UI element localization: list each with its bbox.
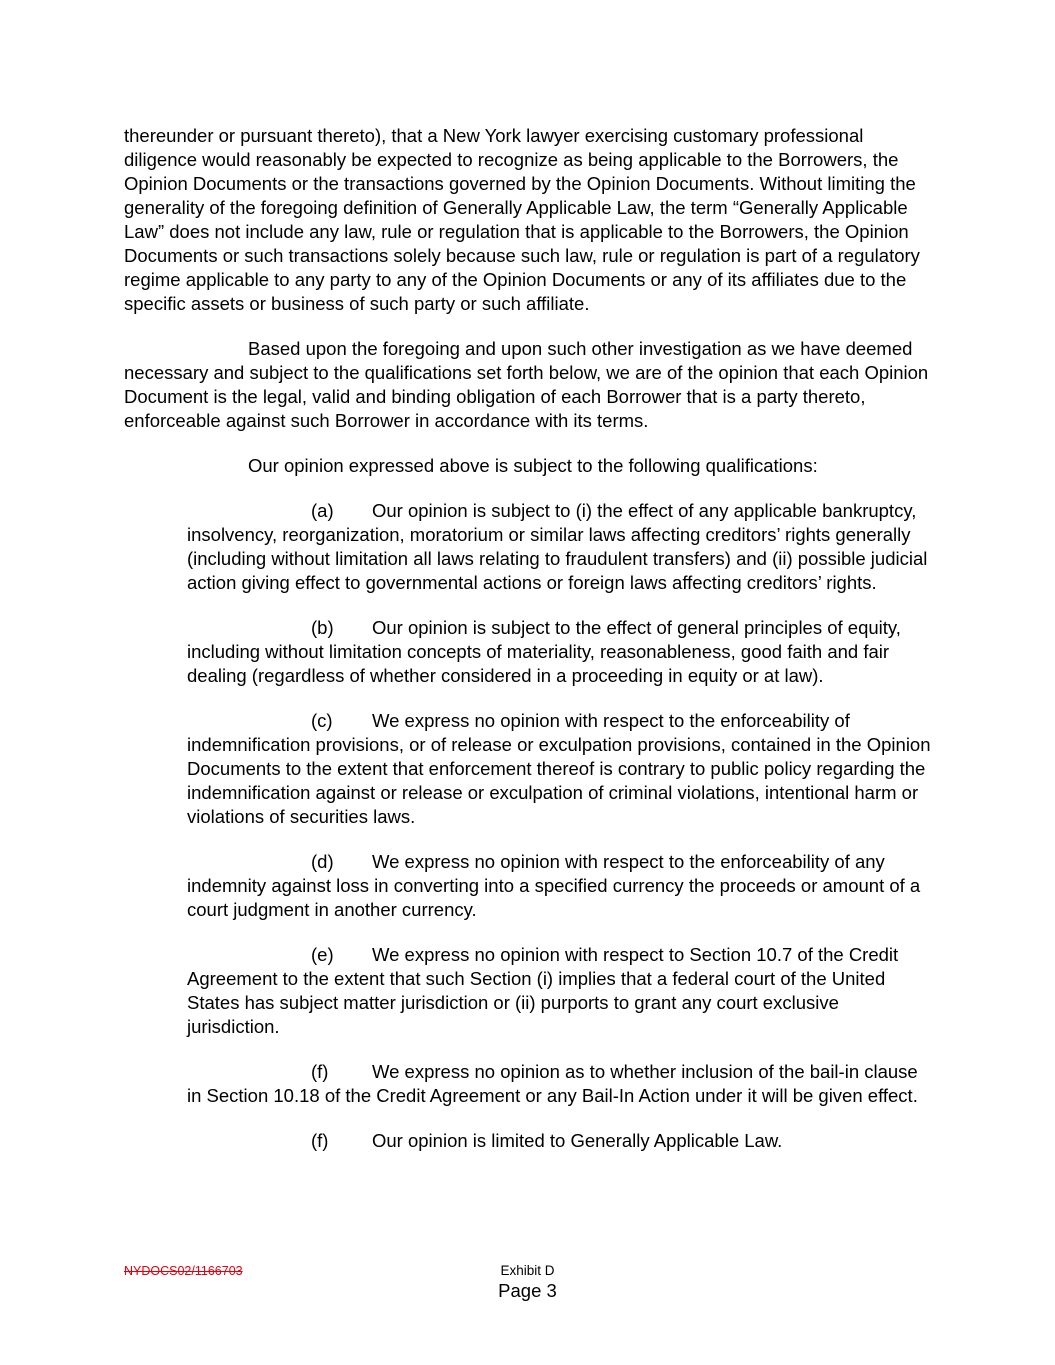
qualification-label: (e) xyxy=(311,944,334,965)
qualification-f-bail-in xyxy=(187,1060,934,1108)
qualification-text: Our opinion is subject to (i) the effect of any applicable bankruptcy, insolvency, reorganization, moratorium or similar laws affecting creditors’ rights generally (including without limitation all laws relating to fraudulent transfers) and (ii) possible judicial action giving effect to governmental actions or foreign laws affecting creditors’ rights. xyxy=(187,500,928,593)
qualification-text: We express no opinion with respect to the enforceability of any indemnity against loss in converting into a specified currency the proceeds or amount of a court judgment in another currency. xyxy=(187,851,921,920)
qualification-label: (f) xyxy=(311,1130,329,1151)
qualification-a xyxy=(187,499,934,595)
footer-page-number: Page 3 xyxy=(498,1280,557,1301)
qualification-label: (a) xyxy=(311,500,334,521)
document-body xyxy=(124,124,934,1174)
footer-center xyxy=(0,1263,1055,1303)
qualification-text: We express no opinion with respect to Section 10.7 of the Credit Agreement to the extent that such Section (i) implies that a federal court of the United States has subject matter jurisdiction or (ii) purports to grant any court exclusive jurisdiction. xyxy=(187,944,899,1037)
qualification-label: (c) xyxy=(311,710,333,731)
qualification-b xyxy=(187,616,934,688)
qualification-label: (b) xyxy=(311,617,334,638)
qualification-text: Our opinion is subject to the effect of general principles of equity, including without limitation concepts of materiality, reasonableness, good faith and fair dealing (regardless of whether considered in a proceeding in equity or at law). xyxy=(187,617,901,686)
paragraph-definition-continued: thereunder or pursuant thereto), that a New York lawyer exercising customary professional diligence would reasonably be expected to recognize as being applicable to the Borrowers, the Opinion Documents or the transactions governed by the Opinion Documents. Without limiting the generality of the foregoing definition of Generally Applicable Law, the term “Generally Applicable Law” does not include any law, rule or regulation that is applicable to the Borrowers, the Opinion Documents or such transactions solely because such law, rule or regulation is part of a regulatory regime applicable to any party to any of the Opinion Documents or any of its affiliates due to the specific assets or business of such party or such affiliate. xyxy=(124,125,920,314)
footer-exhibit-label: Exhibit D xyxy=(500,1263,555,1278)
qualification-text: We express no opinion with respect to the enforceability of indemnification provisions, or of release or exculpation provisions, contained in the Opinion Documents to the extent that enforcement thereof is contrary to public policy regarding the indemnification against or release or exculpation of criminal violations, intentional harm or violations of securities laws. xyxy=(187,710,931,827)
paragraph-qualifications-intro: Our opinion expressed above is subject to the following qualifications: xyxy=(248,455,818,476)
paragraph-opinion: Based upon the foregoing and upon such other investigation as we have deemed necessary and subject to the qualifications set forth below, we are of the opinion that each Opinion Document is the legal, valid and binding obligation of each Borrower that is a party thereto, enforceable against such Borrower in accordance with its terms. xyxy=(124,338,929,431)
qualification-f-limited xyxy=(187,1129,934,1153)
qualification-e xyxy=(187,943,934,1039)
qualification-d xyxy=(187,850,934,922)
qualification-text: We express no opinion as to whether inclusion of the bail-in clause in Section 10.18 of the Credit Agreement or any Bail-In Action under it will be given effect. xyxy=(187,1061,918,1106)
footer-doc-id: NYDOCS02/1166703 xyxy=(124,1264,243,1278)
qualification-c xyxy=(187,709,934,829)
qualification-label: (d) xyxy=(311,851,334,872)
qualification-label: (f) xyxy=(311,1061,329,1082)
qualification-text: Our opinion is limited to Generally Applicable Law. xyxy=(372,1130,783,1151)
